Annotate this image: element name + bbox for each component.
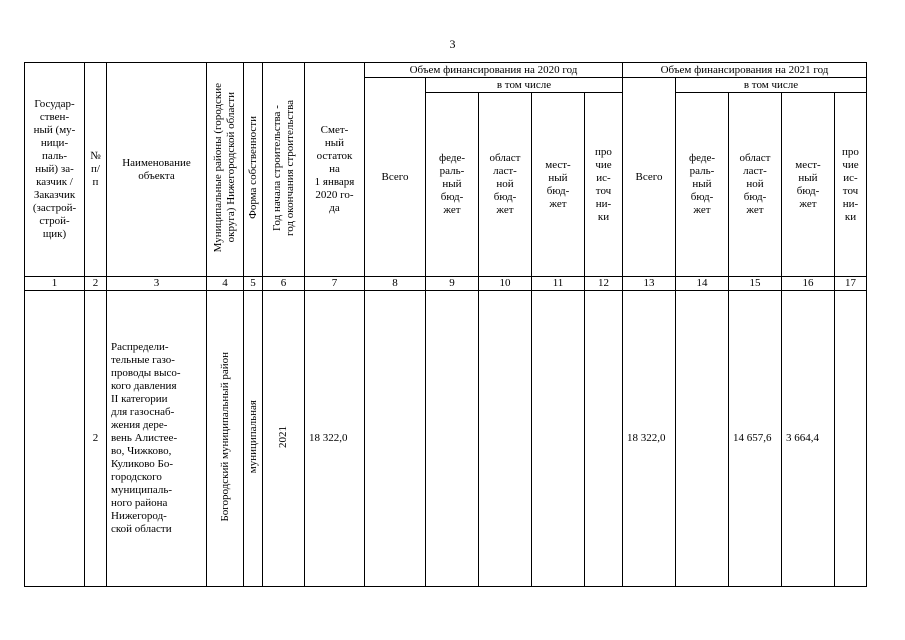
table-row bbox=[25, 291, 867, 587]
cell-regional-2020 bbox=[479, 291, 532, 587]
header-other-2021: про чие ис- точ ни- ки bbox=[835, 93, 867, 277]
column-number: 14 bbox=[676, 277, 729, 291]
cell-object-name: Распредели- тельные газо- проводы высо- кого давления II категории для газоснаб- жения дере- вень Алистее- во, Чижково, Куликово Бо- городского муниципаль- ного района Нижегород- ской области bbox=[107, 291, 207, 587]
header-num: № п/ п bbox=[85, 63, 107, 277]
column-number: 5 bbox=[244, 277, 263, 291]
header-regional-2021: област ласт- ной бюд- жет bbox=[729, 93, 782, 277]
cell-estimated-balance: 18 322,0 bbox=[305, 291, 365, 587]
cell-years: 2021 bbox=[263, 291, 305, 587]
column-number: 10 bbox=[479, 277, 532, 291]
column-number: 15 bbox=[729, 277, 782, 291]
column-number: 9 bbox=[426, 277, 479, 291]
cell-other-2021 bbox=[835, 291, 867, 587]
column-number: 3 bbox=[107, 277, 207, 291]
header-districts: Муниципальные районы (городские округа) Нижегородской области bbox=[207, 63, 244, 277]
header-total-2020: Всего bbox=[365, 78, 426, 277]
cell-federal-2021 bbox=[676, 291, 729, 587]
column-number: 17 bbox=[835, 277, 867, 291]
column-number: 12 bbox=[585, 277, 623, 291]
header-object-name: Наименование объекта bbox=[107, 63, 207, 277]
header-regional-2020: област ласт- ной бюд- жет bbox=[479, 93, 532, 277]
header-local-2020: мест- ный бюд- жет bbox=[532, 93, 585, 277]
header-funding-2020: Объем финансирования на 2020 год bbox=[365, 63, 623, 78]
column-number-row bbox=[25, 277, 867, 291]
cell-total-2021: 18 322,0 bbox=[623, 291, 676, 587]
header-total-2021: Всего bbox=[623, 78, 676, 277]
column-number: 4 bbox=[207, 277, 244, 291]
column-number: 7 bbox=[305, 277, 365, 291]
cell-ownership: муниципальная bbox=[244, 291, 263, 587]
column-number: 16 bbox=[782, 277, 835, 291]
column-number: 6 bbox=[263, 277, 305, 291]
header-years: Год начала строительства - год окончания строительства bbox=[263, 63, 305, 277]
cell-total-2020 bbox=[365, 291, 426, 587]
cell-num: 2 bbox=[85, 291, 107, 587]
page-number: 3 bbox=[449, 37, 456, 51]
header-local-2021: мест- ный бюд- жет bbox=[782, 93, 835, 277]
financing-table bbox=[24, 62, 867, 587]
column-number: 11 bbox=[532, 277, 585, 291]
cell-district: Богородский муниципальный район bbox=[207, 291, 244, 587]
cell-federal-2020 bbox=[426, 291, 479, 587]
header-estimated-balance: Смет- ный остаток на 1 января 2020 го- да bbox=[305, 63, 365, 277]
header-including-2021: в том числе bbox=[676, 78, 867, 93]
column-number: 13 bbox=[623, 277, 676, 291]
header-funding-2021: Объем финансирования на 2021 год bbox=[623, 63, 867, 78]
header-federal-2020: феде- раль- ный бюд- жет bbox=[426, 93, 479, 277]
column-number: 2 bbox=[85, 277, 107, 291]
column-number: 1 bbox=[25, 277, 85, 291]
header-federal-2021: феде- раль- ный бюд- жет bbox=[676, 93, 729, 277]
cell-local-2020 bbox=[532, 291, 585, 587]
cell-other-2020 bbox=[585, 291, 623, 587]
header-including-2020: в том числе bbox=[426, 78, 623, 93]
header-customer: Государ- ствен- ный (му- ници- паль- ный) за- казчик / Заказчик (застрой- строй- щик) bbox=[25, 63, 85, 277]
cell-local-2021: 3 664,4 bbox=[782, 291, 835, 587]
cell-regional-2021: 14 657,6 bbox=[729, 291, 782, 587]
header-ownership: Форма собственности bbox=[244, 63, 263, 277]
cell-customer bbox=[25, 291, 85, 587]
column-number: 8 bbox=[365, 277, 426, 291]
header-other-2020: про чие ис- точ ни- ки bbox=[585, 93, 623, 277]
